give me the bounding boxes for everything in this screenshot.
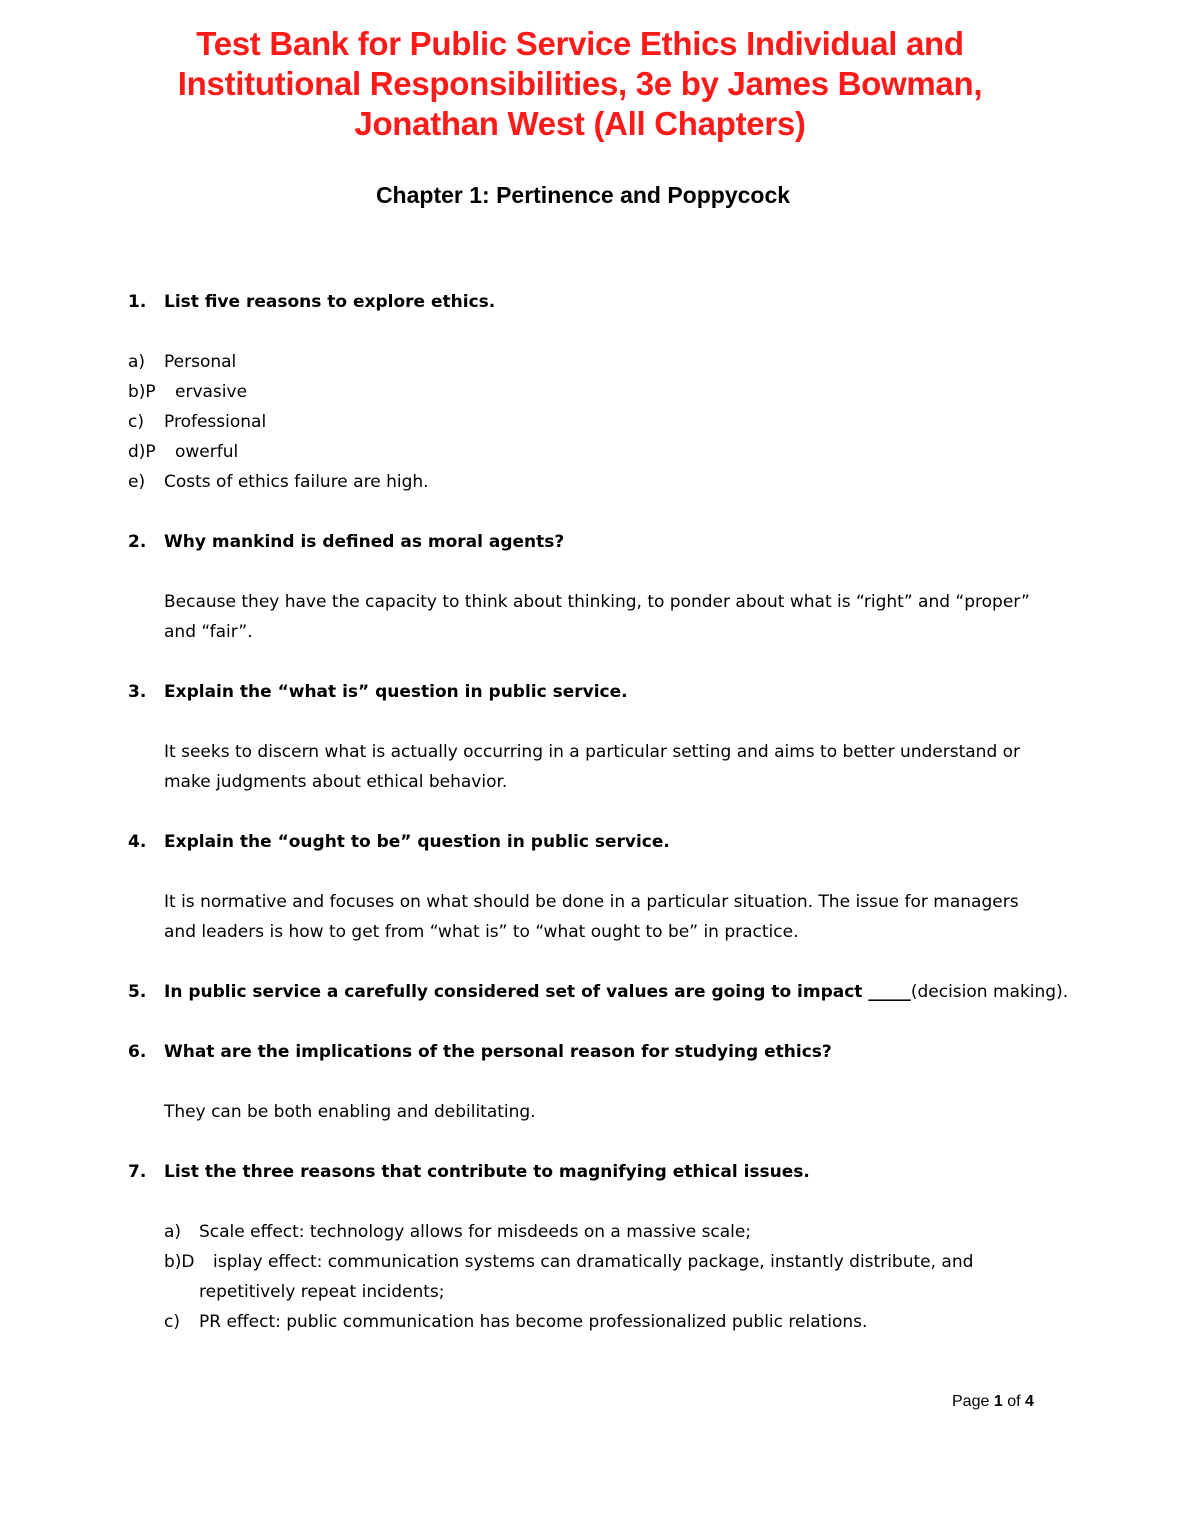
- question-6: [128, 1037, 1048, 1067]
- current-page-number: 1: [993, 1393, 1003, 1410]
- question-number: 1.: [128, 292, 147, 312]
- question-number: 3.: [128, 682, 147, 702]
- question-text: List the three reasons that contribute to magnifying ethical issues.: [164, 1162, 810, 1182]
- answer-2: Because they have the capacity to think about thinking, to ponder about what is “right” and “proper” and “fair”.: [164, 592, 1030, 642]
- title-line: Jonathan West (All Chapters): [354, 105, 806, 142]
- answer-4: It is normative and focuses on what should be done in a particular situation. The issue for managers and leaders is how to get from “what is” to “what ought to be” in practice.: [164, 892, 1019, 942]
- total-pages: 4: [1024, 1393, 1034, 1410]
- list-item: b)D isplay effect: communication systems can dramatically package, instantly distribute, and repetitively repeat incidents;: [164, 1252, 974, 1302]
- list-item: c) Professional: [128, 412, 267, 432]
- page-label: Page: [952, 1393, 990, 1410]
- question-2: [128, 527, 1048, 557]
- answer-6: They can be both enabling and debilitating.: [164, 1102, 536, 1122]
- list-item: b)P ervasive: [128, 382, 248, 402]
- question-number: 6.: [128, 1042, 147, 1062]
- question-number: 5.: [128, 982, 147, 1002]
- question-number: 4.: [128, 832, 147, 852]
- of-label: of: [1007, 1393, 1021, 1410]
- question-7: [128, 1157, 1048, 1187]
- question-number: 7.: [128, 1162, 147, 1182]
- list-item: a) Scale effect: technology allows for misdeeds on a massive scale;: [164, 1222, 752, 1242]
- title-line: Institutional Responsibilities, 3e by James Bowman,: [177, 65, 983, 102]
- question-text: Why mankind is defined as moral agents?: [164, 532, 565, 552]
- question-text: Explain the “what is” question in public service.: [164, 682, 628, 702]
- question-3: [128, 677, 1048, 707]
- question-4: [128, 827, 1048, 857]
- question-1-answer-list: [128, 347, 429, 497]
- page-footer: [952, 1390, 1034, 1414]
- document-title: [0, 24, 1160, 144]
- question-text: Explain the “ought to be” question in public service.: [164, 832, 670, 852]
- question-7-answer-list: [164, 1217, 1044, 1337]
- list-item: e) Costs of ethics failure are high.: [128, 472, 429, 492]
- list-item: d)P owerful: [128, 442, 239, 462]
- chapter-heading: Chapter 1: Pertinence and Poppycock: [375, 182, 791, 208]
- question-number: 2.: [128, 532, 147, 552]
- title-line: Test Bank for Public Service Ethics Individual and: [196, 25, 964, 62]
- question-5: [128, 977, 1069, 1007]
- question-text: List five reasons to explore ethics.: [164, 292, 496, 312]
- answer-3: It seeks to discern what is actually occurring in a particular setting and aims to better understand or make judgments about ethical behavior.: [164, 742, 1021, 792]
- question-text: In public service a carefully considered set of values are going to impact _____: [164, 982, 911, 1002]
- question-text: What are the implications of the personal reason for studying ethics?: [164, 1042, 832, 1062]
- list-item: c) PR effect: public communication has become professionalized public relations.: [164, 1312, 868, 1332]
- question-1: [128, 287, 1048, 317]
- answer-5: (decision making).: [910, 982, 1069, 1002]
- list-item: a) Personal: [128, 352, 237, 372]
